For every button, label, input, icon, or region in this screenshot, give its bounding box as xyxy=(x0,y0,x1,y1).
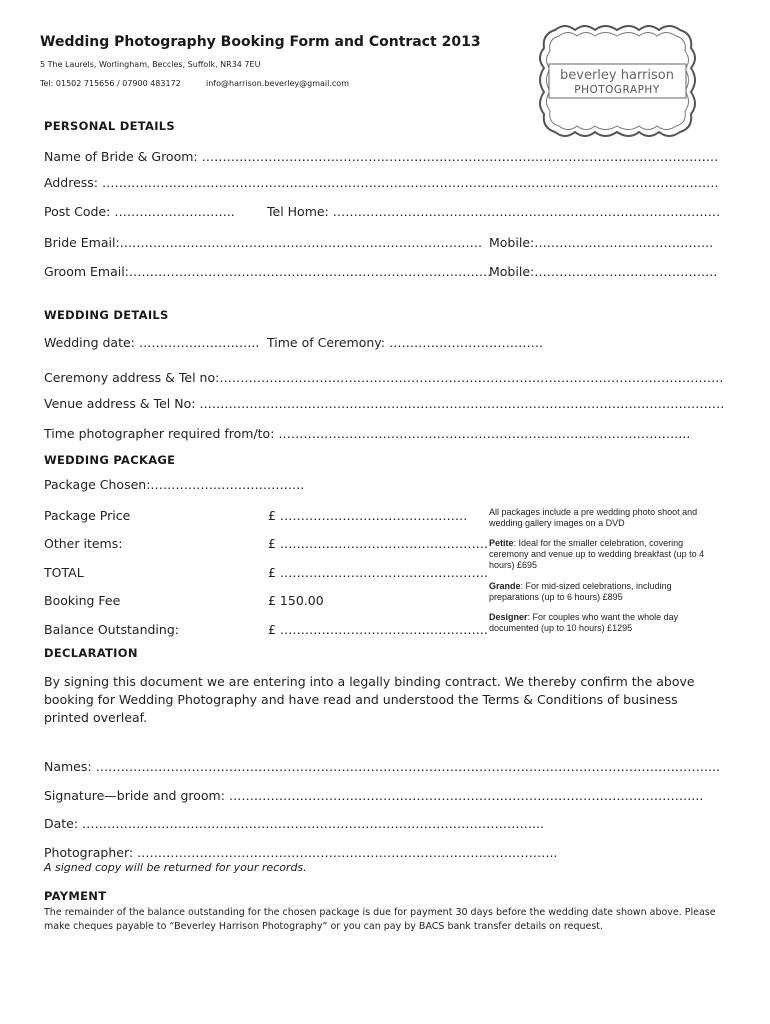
designer-text: : For couples who want the whole day documented (up to 10 hours) £1295 xyxy=(489,612,679,633)
wedding-details-heading: WEDDING DETAILS xyxy=(44,308,169,322)
logo-line1: beverley harrison xyxy=(560,68,674,83)
photographer-field[interactable]: Photographer: ……………………………………………………………………………………….. xyxy=(44,845,558,860)
signature-field[interactable]: Signature—bride and groom: …………………………………………………………………………………………………... xyxy=(44,788,704,803)
tel-home-field[interactable]: Tel Home: ………………………………………………………………………………… xyxy=(267,204,721,219)
personal-details-heading: PERSONAL DETAILS xyxy=(44,119,175,133)
petite-text: : Ideal for the smaller celebration, covering ceremony and venue up to wedding breakfast (up to 4 hours) £695 xyxy=(489,538,705,570)
booking-fee-value: £ 150.00 xyxy=(268,593,324,608)
groom-mobile-field[interactable]: Mobile:…………………………………….. xyxy=(489,264,718,279)
payment-text: The remainder of the balance outstanding for the chosen package is due for payment 30 days before the wedding date shown above. Please make cheques payable to “Beverley Harrison Photography” or you can pay by BACS bank transfer details on request. xyxy=(44,907,716,932)
postcode-field[interactable]: Post Code: ……………………….. xyxy=(44,204,235,219)
balance-outstanding-field[interactable]: £ ………………………………………….. xyxy=(268,622,488,637)
bride-mobile-field[interactable]: Mobile:……………………………………. xyxy=(489,235,714,250)
business-phone: Tel: 01502 715656 / 07900 483172 xyxy=(40,79,181,88)
package-note-petite xyxy=(489,538,721,571)
names-field[interactable]: Names: …………………………………………………………………………………………………………………………………... xyxy=(44,759,720,774)
wedding-package-heading: WEDDING PACKAGE xyxy=(44,453,176,467)
business-email: info@harrison.beverley@gmail.com xyxy=(206,79,349,88)
wedding-date-field[interactable]: Wedding date: ……………………….. xyxy=(44,335,260,350)
ceremony-time-field[interactable]: Time of Ceremony: ………………………………. xyxy=(267,335,543,350)
total-label: TOTAL xyxy=(44,565,84,580)
declaration-heading: DECLARATION xyxy=(44,646,138,660)
petite-name: Petite xyxy=(489,538,514,548)
bride-email-field[interactable]: Bride Email:…………………………………………………………………………… xyxy=(44,235,483,250)
logo-line2: PHOTOGRAPHY xyxy=(574,84,660,96)
package-note-grande xyxy=(489,581,719,603)
business-address: 5 The Laurels, Worlingham, Beccles, Suffolk, NR34 7EU xyxy=(40,60,261,69)
declaration-text: By signing this document we are entering into a legally binding contract. We thereby confirm the above booking for Wedding Photography and have read and understood the Terms & Conditions of business printed overleaf. xyxy=(44,674,695,725)
package-price-field[interactable]: £ ……………………………………… xyxy=(268,508,468,523)
designer-name: Designer xyxy=(489,612,528,622)
package-chosen-field[interactable]: Package Chosen:………………………………. xyxy=(44,477,305,492)
package-note-intro: All packages include a pre wedding photo shoot and wedding gallery images on a DVD xyxy=(489,507,698,528)
other-items-label: Other items: xyxy=(44,536,123,551)
grande-text: : For mid-sized celebrations, including preparations (up to 6 hours) £895 xyxy=(489,581,672,602)
grande-name: Grande xyxy=(489,581,521,591)
total-field[interactable]: £ ………………………………………….. xyxy=(268,565,488,580)
package-price-label: Package Price xyxy=(44,508,131,523)
address-field[interactable]: Address: …………………………………………………………………………………………………………………………………. xyxy=(44,175,719,190)
balance-outstanding-label: Balance Outstanding: xyxy=(44,622,179,637)
payment-heading: PAYMENT xyxy=(44,889,107,903)
venue-address-field[interactable]: Venue address & Tel No: ……………………………………………………………………………………………………………… xyxy=(44,396,725,411)
other-items-field[interactable]: £ ………………………………………….. xyxy=(268,536,488,551)
photographer-time-field[interactable]: Time photographer required from/to: ……………………………………………………………………………………... xyxy=(44,426,691,441)
package-note-designer xyxy=(489,612,719,634)
date-field[interactable]: Date: ………………………………………………………………………………………………... xyxy=(44,816,544,831)
logo-frame-icon xyxy=(535,22,700,140)
booking-fee-label: Booking Fee xyxy=(44,593,121,608)
groom-email-field[interactable]: Groom Email:…………………………………………………………………………… xyxy=(44,264,492,279)
form-title: Wedding Photography Booking Form and Contract 2013 xyxy=(40,34,481,50)
bride-groom-name-field[interactable]: Name of Bride & Groom: ……………………………………………………………………………………………………………. xyxy=(44,149,719,164)
ceremony-address-field[interactable]: Ceremony address & Tel no:…………………………………………………………………………………………………………. xyxy=(44,370,724,385)
logo xyxy=(535,22,700,140)
signed-copy-note: A signed copy will be returned for your records. xyxy=(44,861,307,874)
